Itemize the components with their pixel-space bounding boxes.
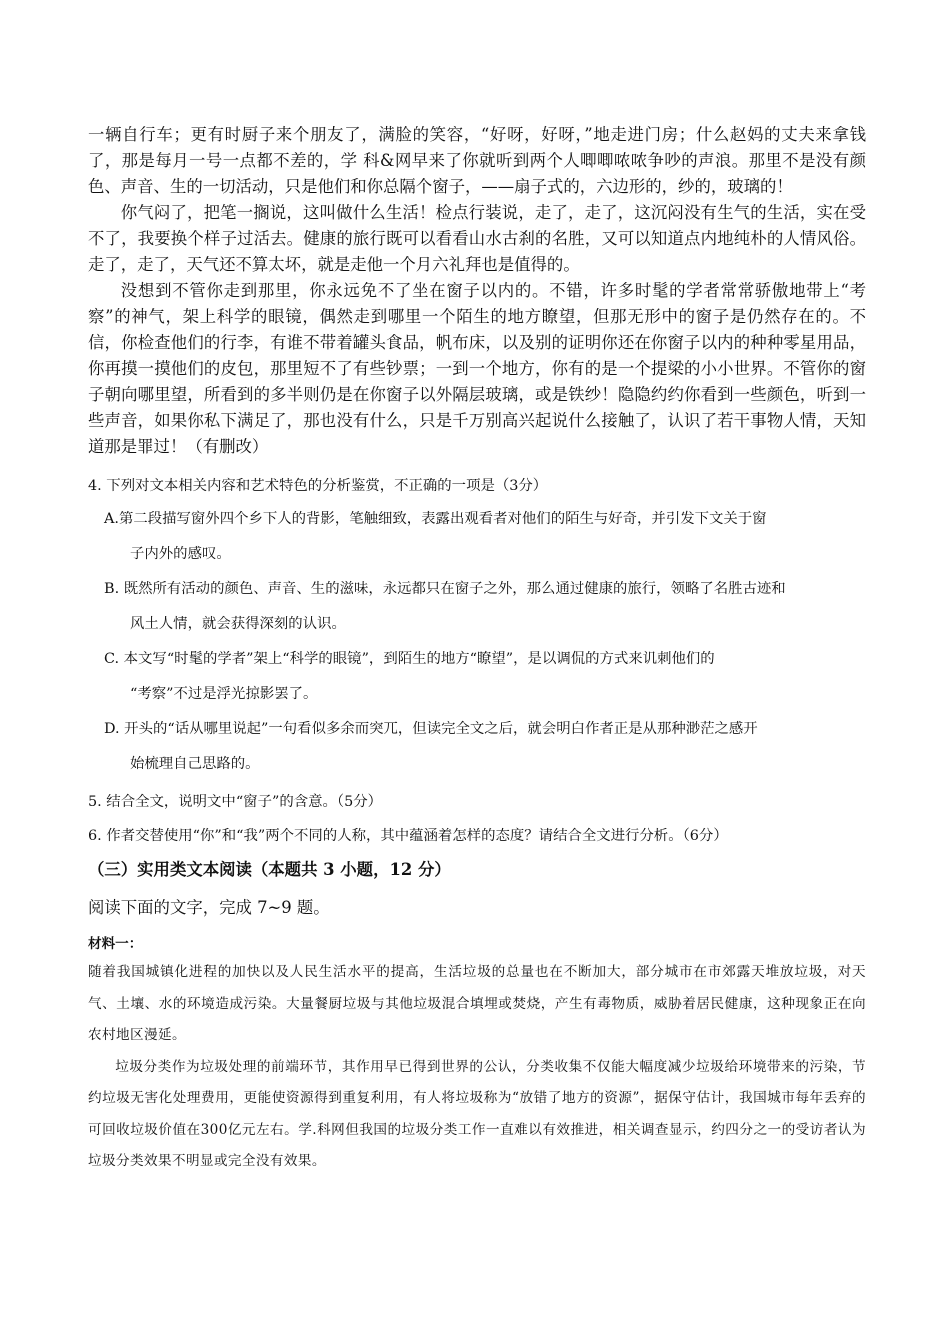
option-a-line-2: 子内外的感叹。 <box>130 546 231 562</box>
option-b <box>104 572 866 642</box>
option-b-line-2: 风土人情，就会获得深刻的认识。 <box>130 616 346 632</box>
option-d-line-1: D. 开头的“话从哪里说起”一句看似多余而突兀，但读完全文之后，就会明白作者正是从那种渺茫之感开 <box>104 721 758 737</box>
passage-paragraph-2: 你气闷了，把笔一搁说，这叫做什么生活！检点行装说，走了，走了，这沉闷没有生气的生活，实在受不了，我要换个样子过活去。健康的旅行既可以看看山水古刹的名胜，又可以知道点内地纯朴的人情风俗。走了，走了，天气还不算太坏，就是走他一个月六礼拜也是值得的。 <box>88 203 866 274</box>
option-b-line-1: B. 既然所有活动的颜色、声音、生的滋味，永远都只在窗子之外，那么通过健康的旅行，领略了名胜古迹和 <box>104 581 786 597</box>
passage-paragraph-3: 没想到不管你走到那里，你永远免不了坐在窗子以内的。不错，许多时髦的学者常常骄傲地带上“考察”的神气，架上科学的眼镜，偶然走到哪里一个陌生的地方瞭望，但那无形中的窗子是仍然存在的。不信，你检查他们的行李，有谁不带着罐头食品，帆布床，以及别的证明你还在你窗子以内的种种零星用品，你再摸一摸他们的皮包，那里短不了有些钞票；一到一个地方，你有的是一个提梁的小小世界。不管你的窗子朝向哪里望，所看到的多半则仍是在你窗子以外隔层玻璃，或是铁纱！隐隐约约你看到一些颜色，听到一些声音，如果你私下满足了，那也没有什么，只是千万别高兴起说什么接触了，认识了若干事物人情，天知道那是罪过！（有删改） <box>88 281 866 456</box>
material-1-paragraph-2: 垃圾分类作为垃圾处理的前端环节，其作用早已得到世界的公认，分类收集不仅能大幅度减少垃圾给环境带来的污染，节约垃圾无害化处理费用，更能使资源得到重复利用，有人将垃圾称为“放错了地方的资源”，据保守估计，我国城市每年丢弃的可回收垃圾价值在300亿元左右。学.科网但我国的垃圾分类工作一直难以有效推进，相关调查显示，约四分之一的受访者认为垃圾分类效果不明显或完全没有效果。 <box>88 1058 866 1169</box>
material-1-paragraph-1: 随着我国城镇化进程的加快以及人民生活水平的提高，生活垃圾的总量也在不断加大，部分城市在市郊露天堆放垃圾，对天气、土壤、水的环境造成污染。大量餐厨垃圾与其他垃圾混合填埋或焚烧，产生有毒物质，威胁着居民健康，这种现象正在向农村地区漫延。 <box>88 964 866 1043</box>
question-6: 6. 作者交替使用“你”和“我”两个不同的人称，其中蕴涵着怎样的态度？请结合全文进行分析。（6分） <box>88 828 728 844</box>
passage-paragraph-1: 一辆自行车；更有时厨子来个朋友了，满脸的笑容，“好呀，好呀，”地走进门房；什么赵妈的丈夫来拿钱了，那是每月一号一点都不差的，学 科&网早来了你就听到两个人唧唧哝哝争吵的声浪。那里不是没有颜色、声音、生的一切活动，只是他们和你总隔个窗子，——扇子式的，六边形的，纱的，玻璃的！ <box>88 125 866 196</box>
option-c-line-1: C. 本文写“时髦的学者”架上“科学的眼镜”，到陌生的地方“瞭望”，是以调侃的方式来讥刺他们的 <box>104 651 715 667</box>
option-d <box>104 712 866 782</box>
question-5: 5. 结合全文，说明文中“窗子”的含意。（5分） <box>88 794 383 810</box>
material-1-label: 材料一： <box>88 936 143 952</box>
material-1 <box>88 957 866 1178</box>
option-a <box>104 502 866 572</box>
option-d-line-2: 始梳理自己思路的。 <box>130 756 260 772</box>
section-3-title: （三）实用类文本阅读（本题共 3 小题，12 分） <box>88 860 451 879</box>
section-3-instruction: 阅读下面的文字，完成 7~9 题。 <box>88 898 330 917</box>
option-c <box>104 642 866 712</box>
passage-block <box>88 122 866 460</box>
option-a-line-1: A.第二段描写窗外四个乡下人的背影，笔触细致，表露出观看者对他们的陌生与好奇，并引发下文关于窗 <box>104 511 767 527</box>
option-c-line-2: “考察”不过是浮光掠影罢了。 <box>130 686 318 702</box>
question-4: 4. 下列对文本相关内容和艺术特色的分析鉴赏，不正确的一项是（3分） <box>88 478 548 494</box>
